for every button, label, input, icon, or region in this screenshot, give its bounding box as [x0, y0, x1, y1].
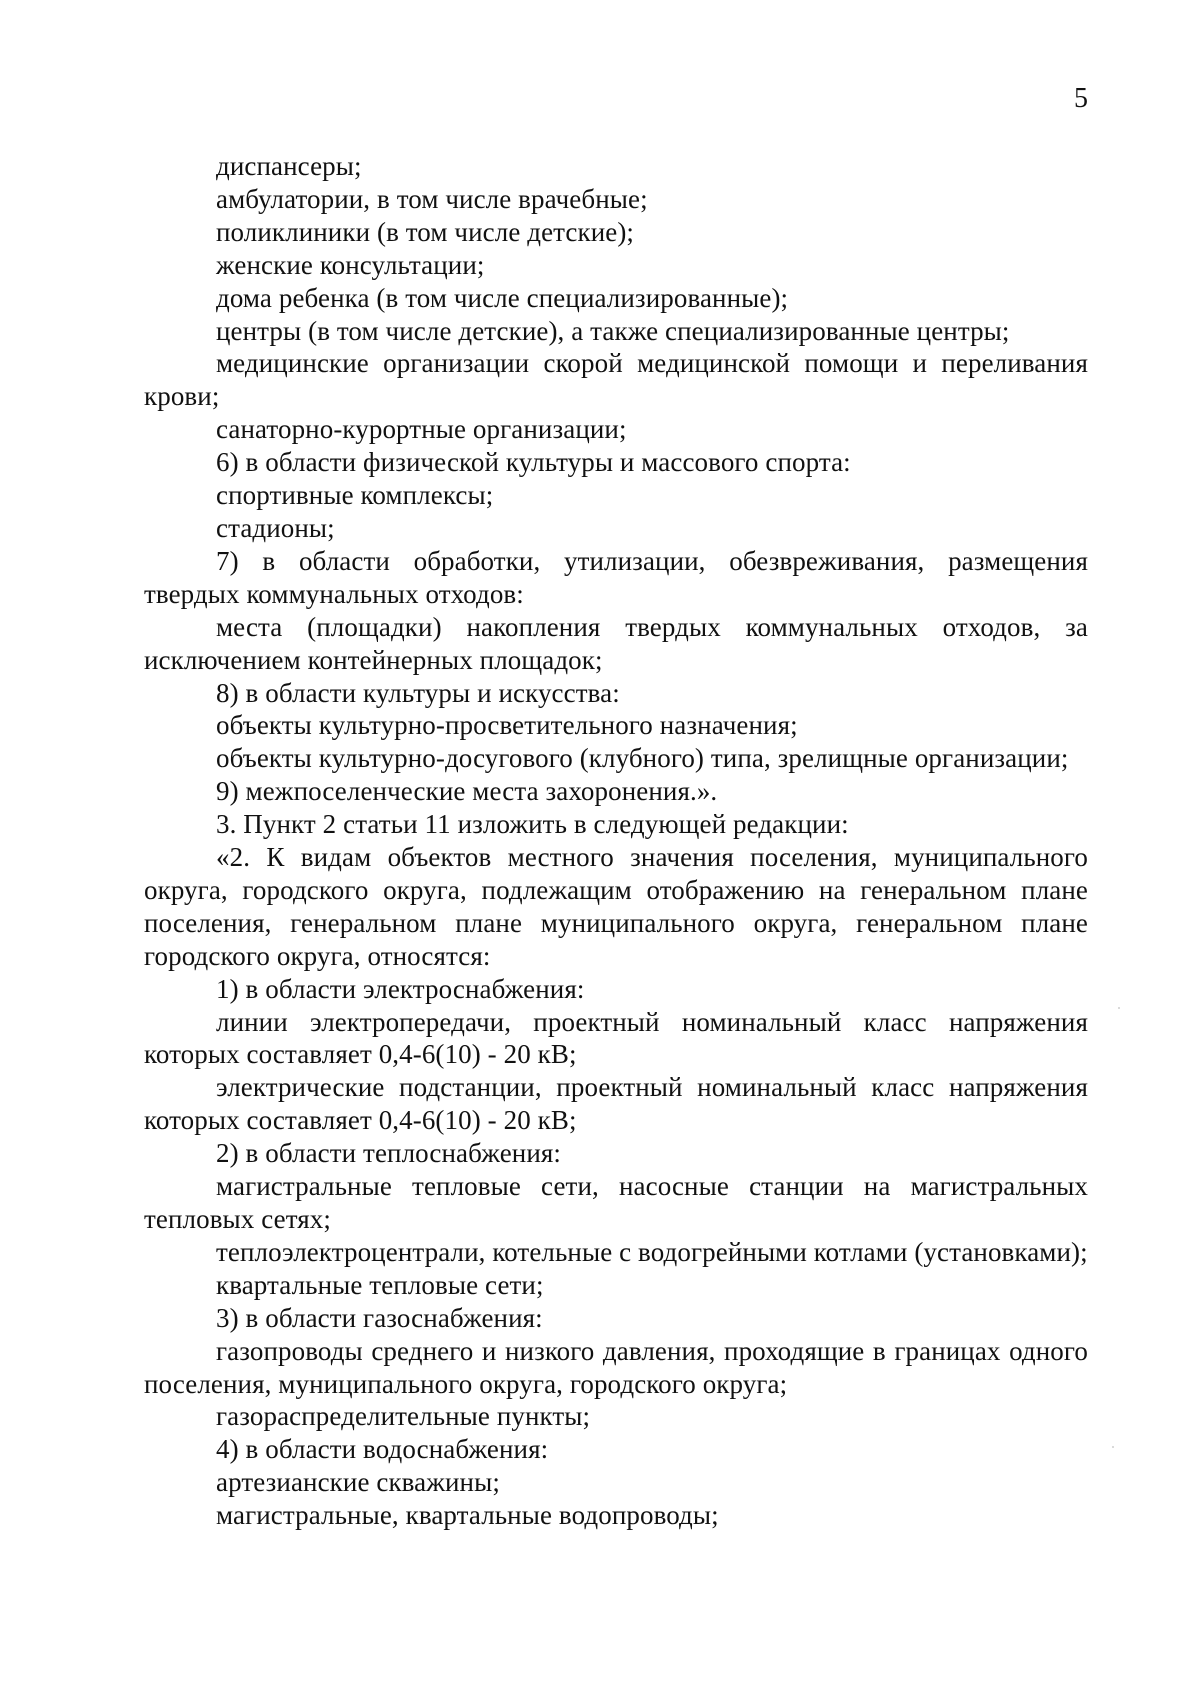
paragraph: квартальные тепловые сети; [216, 1269, 544, 1300]
paragraph: женские консультации; [216, 249, 485, 280]
paragraph: амбулатории, в том числе врачебные; [216, 183, 648, 214]
page-number: 5 [1074, 83, 1088, 114]
paragraph: линии электропередачи, проектный номинальный класс напряжения которых составляет 0,4-6(10) - 20 кВ; [144, 1006, 1088, 1070]
paragraph: 6) в области физической культуры и массового спорта: [216, 447, 851, 478]
paragraph: санаторно-курортные организации; [216, 414, 627, 445]
paragraph: электрические подстанции, проектный номинальный класс напряжения которых составляет 0,4-6(10) - 20 кВ; [144, 1072, 1088, 1136]
paragraph: магистральные, квартальные водопроводы; [216, 1500, 719, 1531]
scan-speck [1112, 1446, 1114, 1448]
paragraph: «2. К видам объектов местного значения поселения, муниципального округа, городского округа, подлежащим отображению на генеральном плане поселения, генеральном плане муниципального округа, генеральном плане городского округа, относятся: [144, 842, 1088, 971]
paragraph: объекты культурно-просветительного назначения; [216, 710, 798, 741]
paragraph: спортивные комплексы; [216, 480, 494, 511]
paragraph: дома ребенка (в том числе специализированные); [216, 282, 789, 313]
paragraph: места (площадки) накопления твердых коммунальных отходов, за исключением контейнерных площадок; [144, 611, 1088, 675]
document-body [144, 150, 1088, 1532]
scan-speck [1118, 1007, 1120, 1009]
paragraph: 8) в области культуры и искусства: [216, 677, 620, 708]
paragraph: 3. Пункт 2 статьи 11 изложить в следующей редакции: [216, 809, 849, 840]
paragraph: 4) в области водоснабжения: [216, 1434, 549, 1465]
paragraph: 3) в области газоснабжения: [216, 1302, 543, 1333]
paragraph: 7) в области обработки, утилизации, обезвреживания, размещения твердых коммунальных отходов: [144, 545, 1088, 609]
paragraph: медицинские организации скорой медицинской помощи и переливания крови; [144, 348, 1088, 412]
paragraph: диспансеры; [216, 151, 362, 181]
paragraph: 2) в области теплоснабжения: [216, 1138, 562, 1169]
paragraph: газопроводы среднего и низкого давления, проходящие в границах одного поселения, муниципального округа, городского округа; [144, 1335, 1088, 1399]
paragraph: артезианские скважины; [216, 1467, 500, 1498]
paragraph: поликлиники (в том числе детские); [216, 216, 635, 247]
paragraph: 9) межпоселенческие места захоронения.». [216, 776, 718, 807]
paragraph: стадионы; [216, 512, 335, 543]
paragraph: магистральные тепловые сети, насосные станции на магистральных тепловых сетях; [144, 1171, 1088, 1234]
paragraph: центры (в том числе детские), а также специализированные центры; [216, 315, 1010, 346]
paragraph: газораспределительные пункты; [216, 1401, 591, 1432]
paragraph: 1) в области электроснабжения: [216, 973, 585, 1004]
paragraph: теплоэлектроцентрали, котельные с водогрейными котлами (установками); [216, 1236, 1088, 1267]
paragraph: объекты культурно-досугового (клубного) типа, зрелищные организации; [216, 743, 1069, 774]
